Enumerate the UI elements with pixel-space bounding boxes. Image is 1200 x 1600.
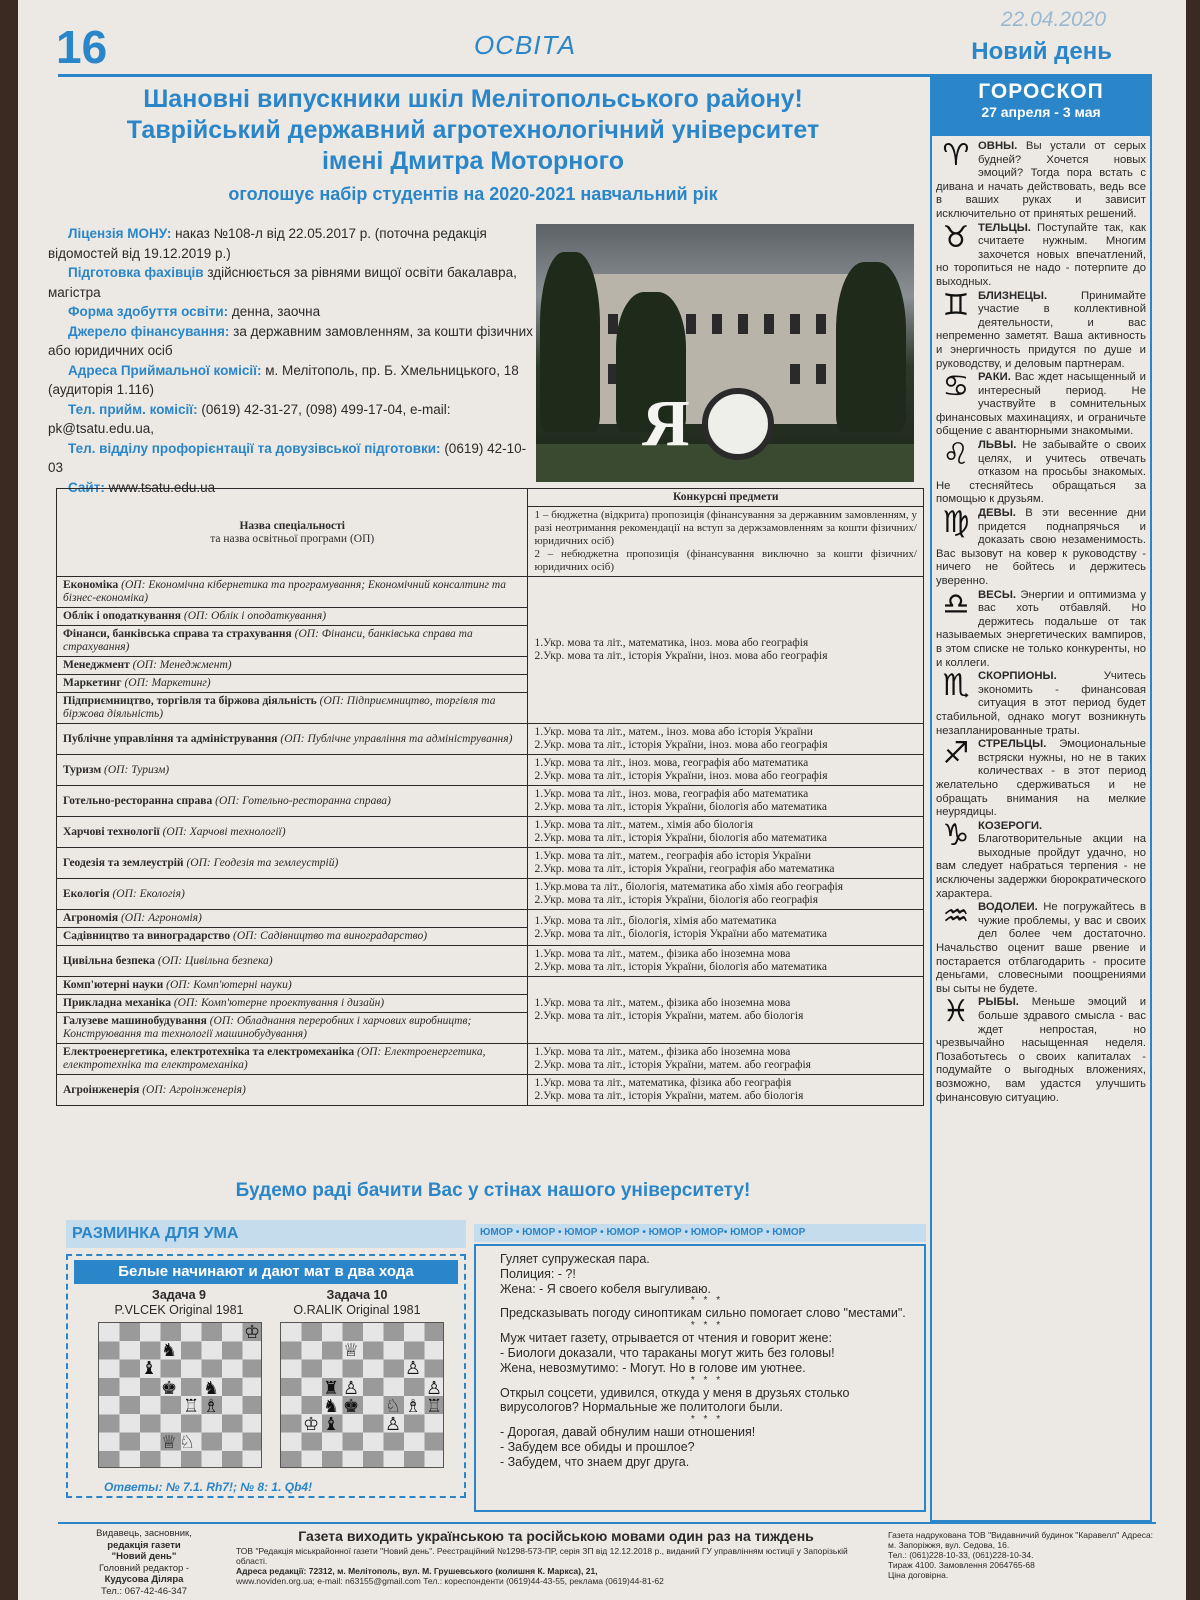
- joke-line: - Биологи доказали, что тараканы могут жить без головы!: [500, 1345, 835, 1360]
- horoscope-sign: [936, 738, 1146, 820]
- joke-separator: * * *: [690, 1414, 724, 1426]
- zodiac-icon: ♓: [942, 994, 970, 1030]
- joke: [500, 1306, 914, 1321]
- joke-line: Предсказывать погоду синоптикам сильно помогает слово "местами".: [500, 1306, 906, 1321]
- specialties-body: [57, 577, 924, 1106]
- sign-text: Меньше эмоций и больше здравого смысла - вас ждет непростая, но чрезвычайно насыщенная неделя. Позаботьтесь о своих капиталах - подумайте о выгодных вложениях, возможно, вам удастся улучшить финансовую ситуацию.: [936, 996, 1146, 1104]
- horoscope-title: ГОРОСКОП: [978, 80, 1104, 103]
- specialty-cell: Харчові технології (ОП: Харчові технології): [57, 817, 528, 848]
- chess-piece: ♗: [203, 1396, 220, 1416]
- subjects-cell: 1.Укр. мова та літ., матем., хімія або біологія 2.Укр. мова та літ., історія України, біологія або математика: [528, 817, 924, 848]
- welcome-line: Будемо раді бачити Вас у стінах нашого університету!: [235, 1180, 751, 1201]
- joke: [500, 1252, 914, 1296]
- sign-text: Поступайте так, как считаете нужным. Многим захочется новых впечатлений, но торопиться не надо - потерпите до выходных.: [936, 221, 1146, 288]
- col2-notes: 1 – бюджетна (відкрита) пропозиція (фінансування за державним замовленням, у разі неотримання рекомендації на вступ за держзамовленням за кошти фізичних/юридичних осіб) 2 – небюджетна пропозиція (фінансування виключно за кошти фізичних/юридичних осіб): [528, 507, 924, 577]
- info-line: Адреса Приймальної комісії: м. Мелітополь, пр. Б. Хмельницького, 18 (аудиторія 1.116): [48, 362, 519, 397]
- specialty-cell: Фінанси, банківська справа та страхування (ОП: Фінанси, банківська справа та страхування): [57, 626, 528, 657]
- horoscope-header: [930, 76, 1152, 136]
- table-row: [57, 1075, 924, 1106]
- sign-name: СКОРПИОНЫ.: [978, 670, 1057, 683]
- joke-separator: * * *: [690, 1374, 724, 1386]
- horoscope-sign: [936, 670, 1146, 738]
- joke-line: Гуляет супружеская пара.: [500, 1252, 650, 1266]
- horoscope-sign: [936, 371, 1146, 439]
- joke: [500, 1331, 914, 1375]
- specialty-cell: Галузеве машинобудування (ОП: Обладнання переробних і харчових виробництв; Конструювання та технології машинобудування): [57, 1013, 528, 1044]
- chess-piece: ♕: [161, 1432, 178, 1452]
- chess-piece: ♞: [161, 1340, 178, 1360]
- printing-info: Газета надрукована ТОВ "Видавничий будинок "Каравелл" Адреса: м. Запоріжжя, вул. Седова, 16. Тел.: (061)228-10-33, (061)228-10-34. Тираж 4100. Замовлення 2064765-68 Ціна договірна.: [888, 1530, 1154, 1580]
- info-line: Тел. відділу профорієнтації та довузівської підготовки: (0619) 42-10-03: [48, 440, 527, 475]
- horoscope-dates: 27 апреля - 3 мая: [981, 104, 1101, 120]
- page-header: [18, 0, 1186, 80]
- zodiac-icon: ♒: [942, 899, 970, 935]
- humor-strip: ЮМОР • ЮМОР • ЮМОР • ЮМОР • ЮМОР • ЮМОР• ЮМОР • ЮМОР: [474, 1224, 926, 1242]
- specialty-cell: Економіка (ОП: Економічна кібернетика та програмування; Економічний консалтинг та бізнес-економіка): [57, 577, 528, 608]
- specialty-cell: Менеджмент (ОП: Менеджмент): [57, 657, 528, 675]
- specialty-cell: Туризм (ОП: Туризм): [57, 755, 528, 786]
- sign-text: Принимайте участие в коллективной деятельности, и вас непременно заметят. Ваша активность и энергичность придутся по душе и руководству, и деловым партнерам.: [936, 289, 1146, 370]
- specialty-cell: Облік і оподаткування (ОП: Облік і оподаткування): [57, 608, 528, 626]
- sign-name: РАКИ.: [978, 371, 1011, 384]
- chess-piece: ♝: [323, 1414, 340, 1434]
- chess-piece: ♙: [343, 1378, 360, 1398]
- humor-box: [474, 1244, 926, 1512]
- specialty-cell: Геодезія та землеустрій (ОП: Геодезія та землеустрій): [57, 848, 528, 879]
- sign-name: ТЕЛЬЦЫ.: [978, 221, 1031, 234]
- sign-name: ОВНЫ.: [978, 140, 1018, 152]
- chess-piece: ♖: [183, 1396, 200, 1416]
- subjects-cell: 1.Укр. мова та літ., іноз. мова, географія або математика 2.Укр. мова та літ., історія України, іноз. мова або географія: [528, 755, 924, 786]
- chess-piece: ♙: [385, 1414, 402, 1434]
- info-line: Підготовка фахівців здійснюється за рівнями вищої освіти бакалавра, магістра: [48, 265, 517, 300]
- subjects-cell: 1.Укр. мова та літ., матем., географія або історія України 2.Укр. мова та літ., історія України, географія або математика: [528, 848, 924, 879]
- chess-piece: ♖: [426, 1396, 443, 1416]
- chess-board: [280, 1322, 444, 1468]
- publisher-info: Видавець, засновник, редакція газети "Новий день" Головний редактор - Кудусова Діляра Тел.: 067-42-46-347: [96, 1528, 192, 1597]
- page-footer: [58, 1522, 1156, 1600]
- sign-text: Учитесь экономить - финансовая ситуация в этот период будет стабильной, однако могут возникнуть незапланированные траты.: [936, 670, 1146, 737]
- horoscope-sign: [936, 586, 1146, 671]
- specialty-cell: Агрономія (ОП: Агрономія): [57, 910, 528, 928]
- info-line: Форма здобуття освіти: денна, заочна: [68, 304, 321, 319]
- specialty-cell: Публічне управління та адміністрування (ОП: Публічне управління та адміністрування): [57, 724, 528, 755]
- col1-header: Назва спеціальності та назва освітньої програми (ОП): [57, 489, 528, 577]
- zodiac-icon: ♌: [942, 437, 970, 473]
- sign-text: В эти весенние дни придется поднапрячься и доказать свою незаменимость. Вас вызовут на ковер к руководству - ничего не бойтесь и держитесь уверенно.: [936, 507, 1146, 587]
- specialty-cell: Садівництво та виноградарство (ОП: Садівництво та виноградарство): [57, 928, 528, 946]
- chess-answers: Ответы: № 7.1. Rh7!; № 8: 1. Qb4!: [104, 1480, 313, 1494]
- joke: [500, 1386, 914, 1416]
- subjects-cell: 1.Укр. мова та літ., іноз. мова, географія або математика 2.Укр. мова та літ., історія України, біологія або математика: [528, 786, 924, 817]
- subjects-cell: 1.Укр. мова та літ., математика, фізика або географія 2.Укр. мова та літ., історія України, матем. або біологія: [528, 1075, 924, 1106]
- zodiac-icon: ♑: [942, 817, 970, 853]
- chess-piece: ♕: [343, 1340, 360, 1360]
- zodiac-icon: ♋: [942, 369, 970, 405]
- sign-text: Энергии и оптимизма у вас хоть отбавляй. Но держитесь подальше от так называемых энергетических вампиров, в этом списке не только конкуренты, но и коллеги.: [936, 588, 1146, 669]
- sign-text: Не погружайтесь в чужие проблемы, у вас и своих дел более чем достаточно. Начальство оценит ваше рвение и постарается отблагодарить - просите деньгами, словесными поощрениями вы сыты не будете.: [936, 901, 1146, 995]
- joke-line: Полиция: - ?!: [500, 1266, 576, 1281]
- col2-header: Конкурсні предмети: [528, 489, 924, 507]
- admission-info: [48, 224, 538, 497]
- zodiac-icon: ♐: [942, 736, 970, 772]
- chess-piece: ♚: [161, 1378, 178, 1398]
- zodiac-icon: ♎: [942, 586, 970, 622]
- horoscope-sign: [936, 287, 1146, 372]
- page-number: 16: [56, 21, 108, 73]
- specialty-cell: Агроінженерія (ОП: Агроінженерія): [57, 1075, 528, 1106]
- specialty-cell: Екологія (ОП: Екологія): [57, 879, 528, 910]
- table-row: [57, 724, 924, 755]
- horoscope-body: [930, 136, 1152, 1522]
- chess-problem: Задача 10 O.RALIK Original 1981: [293, 1288, 421, 1317]
- subjects-cell: 1.Укр. мова та літ., матем., іноз. мова або історія України 2.Укр. мова та літ., історія України, іноз. мова або географія: [528, 724, 924, 755]
- specialty-cell: Комп'ютерні науки (ОП: Комп'ютерні науки): [57, 977, 528, 995]
- publication-info: Газета виходить українською та російською мовами один раз на тиждень ТОВ "Редакція міськрайонної газети "Новий день". Реєстраційний №1298-573-ПР, серія ЗП від 12.12.2018 р., виданий ГУ управлінням юстиції у Запорізькій області. Адреса редакції: 72312, м. Мелітополь, вул. М. Грушевського (колишня К. Маркса), 21, www.noviden.org.ua; e-mail: n63155@gmail.com Тел.: кореспонденти (0619)44-43-55, реклама (0619)44-81-62: [236, 1528, 848, 1586]
- table-row: [57, 910, 924, 928]
- joke-line: Жена: - Я своего кобеля выгуливаю.: [500, 1281, 712, 1296]
- chess-board: [98, 1322, 262, 1468]
- info-line: Ліцензія МОНУ: наказ №108-л від 22.05.2017 р. (поточна редакція відомостей від 19.12.2019 р.): [48, 226, 487, 261]
- horoscope-sign: [936, 901, 1146, 996]
- table-row: [57, 879, 924, 910]
- chess-piece: ♚: [343, 1396, 360, 1416]
- specialty-cell: Прикладна механіка (ОП: Комп'ютерне проектування і дизайн): [57, 995, 528, 1013]
- table-row: [57, 755, 924, 786]
- sign-text: Вас ждет насыщенный и интересный период. Не участвуйте в сомнительных финансовых махинациях, и ограничьте общение с авантюрными знакомыми.: [936, 371, 1146, 438]
- sign-name: СТРЕЛЬЦЫ.: [978, 738, 1047, 751]
- chess-piece: ♞: [323, 1396, 340, 1416]
- sign-name: БЛИЗНЕЦЫ.: [978, 289, 1048, 302]
- horoscope-sign: [936, 996, 1146, 1105]
- announcement-title: [58, 84, 888, 177]
- horoscope: [930, 76, 1152, 1522]
- ya-logo-ring: [702, 388, 774, 460]
- horoscope-sign: [936, 507, 1146, 589]
- chess-piece: ♘: [179, 1432, 196, 1452]
- joke-line: Открыл соцсети, удивился, откуда у меня в друзьях столько вирусологов? Нормальные же политологи были.: [500, 1385, 850, 1415]
- subjects-cell: 1.Укр.мова та літ., біологія, математика або хімія або географія 2.Укр. мова та літ., історія України, біологія або географія: [528, 879, 924, 910]
- table-row: [57, 786, 924, 817]
- title-line: Шановні випускники шкіл Мелітопольського району!: [143, 85, 803, 113]
- horoscope-sign: [936, 817, 1146, 902]
- specialty-cell: Електроенергетика, електротехніка та електромеханіка (ОП: Електроенергетика, електротехніка та електромеханіка): [57, 1044, 528, 1075]
- table-row: [57, 977, 924, 995]
- sign-name: ВОДОЛЕИ.: [978, 901, 1038, 914]
- joke-separator: * * *: [690, 1295, 724, 1307]
- chess-problem: Задача 9 P.VLCEK Original 1981: [114, 1288, 244, 1317]
- chess-piece: ♝: [141, 1358, 158, 1378]
- announcement-subtitle: оголошує набір студентів на 2020-2021 навчальний рік: [228, 184, 718, 204]
- joke-separator: * * *: [690, 1320, 724, 1332]
- sign-text: Не забывайте о своих целях, и учитесь отвечать отказом на просьбы знакомых. Не стесняйтесь обращаться за помощью к друзьям.: [936, 439, 1146, 506]
- subjects-cell: 1.Укр. мова та літ., математика, іноз. мова або географія 2.Укр. мова та літ., історія України, іноз. мова або географія: [528, 577, 924, 724]
- zodiac-icon: ♊: [942, 287, 970, 323]
- sign-text: Благотворительные акции на выходные пройдут удачно, но вам следует набраться терпения - не исключены задержки бюрократического характера.: [936, 833, 1146, 900]
- info-line: Сайт: www.tsatu.edu.ua: [68, 479, 216, 495]
- chess-piece: ♔: [244, 1322, 261, 1342]
- chess-piece: ♘: [385, 1396, 402, 1416]
- horoscope-sign: [936, 439, 1146, 507]
- table-row: [57, 817, 924, 848]
- sign-name: КОЗЕРОГИ.: [978, 819, 1043, 832]
- joke-line: - Забудем, что знаем друг друга.: [500, 1454, 690, 1469]
- subjects-cell: 1.Укр. мова та літ., біологія, хімія або математика 2.Укр. мова та літ., біологія, історія України або математика: [528, 910, 924, 946]
- section-rubric: ОСВІТА: [474, 30, 576, 60]
- sign-name: ВЕСЫ.: [978, 588, 1017, 601]
- newspaper-name: Новий день: [971, 38, 1112, 65]
- info-line: Тел. прийм. комісії: (0619) 42-31-27, (098) 499-17-04, e-mail: pk@tsatu.edu.ua,: [48, 401, 451, 436]
- table-row: [57, 946, 924, 977]
- joke-line: Муж читает газету, отрывается от чтения и говорит жене:: [500, 1331, 832, 1346]
- joke-line: - Дорогая, давай обнулим наши отношения!: [500, 1425, 756, 1440]
- joke: [500, 1425, 914, 1469]
- horoscope-sign: [936, 219, 1146, 290]
- sign-name: ЛЬВЫ.: [978, 439, 1017, 452]
- ya-sign: Я: [642, 387, 690, 460]
- table-row: [57, 848, 924, 879]
- chess-piece: ♙: [426, 1378, 443, 1398]
- chess-piece: ♔: [303, 1414, 320, 1434]
- title-line: імені Дмитра Моторного: [321, 147, 625, 175]
- university-photo: [536, 224, 914, 482]
- table-row: [57, 1044, 924, 1075]
- specialty-cell: Підприємництво, торгівля та біржова діяльність (ОП: Підприємництво, торгівля та біржова діяльність): [57, 693, 528, 724]
- sign-name: ДЕВЫ.: [978, 507, 1016, 520]
- chess-piece: ♞: [203, 1378, 220, 1398]
- chess-section-title: РАЗМИНКА ДЛЯ УМА: [66, 1220, 466, 1248]
- table-row: [57, 577, 924, 608]
- info-line: Джерело фінансування: за державним замовленням, за кошти фізичних або юридичних осіб: [48, 323, 533, 358]
- chess-piece: ♜: [323, 1378, 340, 1398]
- horoscope-sign: [936, 140, 1146, 222]
- zodiac-icon: ♏: [942, 668, 970, 704]
- chess-piece: ♙: [405, 1358, 422, 1378]
- newspaper-page: [18, 0, 1186, 1600]
- subjects-cell: 1.Укр. мова та літ., матем., фізика або іноземна мова 2.Укр. мова та літ., історія України, матем. або біологія: [528, 977, 924, 1044]
- title-line: Таврійський державний агротехнологічний університет: [126, 116, 820, 144]
- sign-name: РЫБЫ.: [978, 996, 1019, 1009]
- zodiac-icon: ♈: [942, 138, 970, 173]
- specialties-table: [56, 488, 924, 1106]
- zodiac-icon: ♉: [942, 219, 970, 255]
- joke-line: Жена, невозмутимо: - Могут. Но в голове им уютнее.: [500, 1360, 806, 1375]
- joke-line: - Забудем все обиды и прошлое?: [500, 1439, 695, 1454]
- subjects-cell: 1.Укр. мова та літ., матем., фізика або іноземна мова 2.Укр. мова та літ., історія України, біологія або математика: [528, 946, 924, 977]
- specialty-cell: Цивільна безпека (ОП: Цивільна безпека): [57, 946, 528, 977]
- issue-date: 22.04.2020: [1000, 8, 1106, 31]
- specialty-cell: Маркетинг (ОП: Маркетинг): [57, 675, 528, 693]
- sign-text: Эмоциональные встряски нужны, но не в таких количествах - в этот период желательно сдерживаться и не обращать внимания на мелкие неурядицы.: [936, 738, 1146, 819]
- zodiac-icon: ♍: [942, 505, 970, 541]
- chess-piece: ♗: [405, 1396, 422, 1416]
- sign-text: Вы устали от серых будней? Хочется новых эмоций? Тогда пора встать с дивана и начать действовать, ведь все в ваших руках и зависит исключительно от принятых решений.: [936, 140, 1146, 220]
- chess-heading: Белые начинают и дают мат в два хода: [74, 1260, 458, 1284]
- subjects-cell: 1.Укр. мова та літ., матем., фізика або іноземна мова 2.Укр. мова та літ., історія України, матем. або географія: [528, 1044, 924, 1075]
- specialty-cell: Готельно-ресторанна справа (ОП: Готельно-ресторанна справа): [57, 786, 528, 817]
